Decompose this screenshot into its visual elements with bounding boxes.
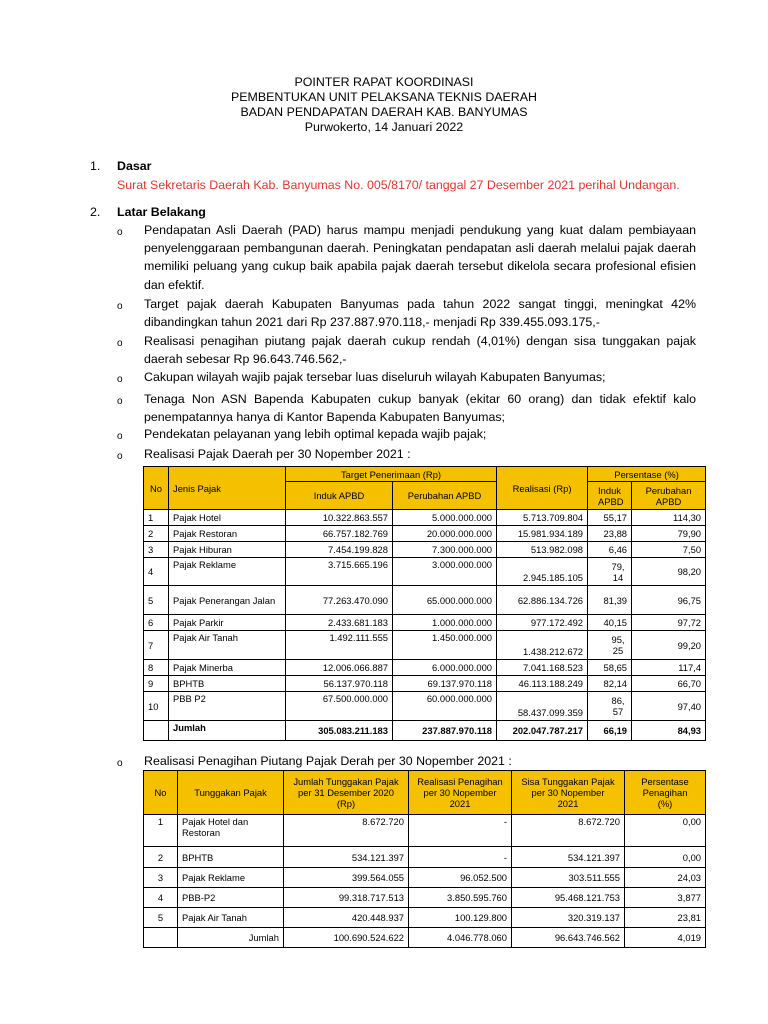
cell-no: 2 xyxy=(144,526,169,542)
cell-perubahan: 6.000.000.000 xyxy=(393,660,497,676)
cell-induk: 10.322.863.557 xyxy=(286,510,393,526)
table-row xyxy=(144,631,706,660)
cell-pct-perubahan: 96,75 xyxy=(632,586,706,615)
cell-pct-induk: 95,25 xyxy=(588,631,632,660)
cell-realisasi: 62.886.134.726 xyxy=(497,586,588,615)
cell-realisasi: 7.041.168.523 xyxy=(497,660,588,676)
header-tunggakan-pajak: Tunggakan Pajak xyxy=(178,771,284,815)
cell-induk: 3.715.665.196 xyxy=(286,558,393,586)
cell-persentase: 3,877 xyxy=(625,888,706,908)
bullet-table1-caption: Realisasi Pajak Daerah per 30 Nopember 2021 : xyxy=(144,447,411,461)
cell-jenis: Pajak Reklame xyxy=(169,558,286,586)
table-row xyxy=(144,615,706,631)
cell-induk: 56.137.970.118 xyxy=(286,676,393,692)
cell-jumlah: 399.564.055 xyxy=(284,868,409,888)
table-row xyxy=(144,888,706,908)
cell-pct-perubahan: 117,4 xyxy=(632,660,706,676)
cell-jumlah: 534.121.397 xyxy=(284,847,409,868)
total-label: Jumlah xyxy=(169,721,286,741)
cell-realisasi: - xyxy=(409,847,512,868)
cell-no: 10 xyxy=(144,692,169,721)
cell-induk: 67.500.000.000 xyxy=(286,692,393,721)
total-induk: 305.083.211.183 xyxy=(286,721,393,741)
cell-pct-perubahan: 99,20 xyxy=(632,631,706,660)
cell-pct-induk: 6,46 xyxy=(588,542,632,558)
cell-perubahan: 7.300.000.000 xyxy=(393,542,497,558)
cell-pct-perubahan: 66,70 xyxy=(632,676,706,692)
bullet-realisasi-penagihan: Realisasi penagihan piutang pajak daerah cukup rendah (4,01%) dengan sisa tunggakan pajak daerah sebesar Rp 96.643.746.562,- xyxy=(144,334,696,367)
cell-jenis: Pajak Parkir xyxy=(169,615,286,631)
cell-realisasi: 513.982.098 xyxy=(497,542,588,558)
bullet-icon: o xyxy=(117,227,123,238)
header-no: No xyxy=(144,467,169,510)
table-row xyxy=(144,558,706,586)
header-persentase-penagihan: Persentase Penagihan (%) xyxy=(625,771,706,815)
cell-realisasi: 46.113.188.249 xyxy=(497,676,588,692)
cell-pct-perubahan: 114,30 xyxy=(632,510,706,526)
cell-tunggakan: Pajak Reklame xyxy=(178,868,284,888)
cell-sisa: 8.672.720 xyxy=(512,815,625,847)
cell-realisasi: 1.438.212.672 xyxy=(497,631,588,660)
cell-perubahan: 60.000.000.000 xyxy=(393,692,497,721)
bullet-pad: Pendapatan Asli Daerah (PAD) harus mampu menjadi pendukung yang kuat dalam pembiayaan penyelenggaraan pembangunan daerah. Peningkatan pendapatan asli daerah melalui pajak daerah memiliki peluang yang cukup baik apabila pajak daerah tersebut dikelola secara profesional efisien dan efektif. xyxy=(144,223,696,292)
header-subtitle: PEMBENTUKAN UNIT PELAKSANA TEKNIS DAERAH xyxy=(231,90,537,104)
bullet-pendekatan: Pendekatan pelayanan yang lebih optimal kepada wajib pajak; xyxy=(144,427,487,441)
cell-persentase: 0,00 xyxy=(625,815,706,847)
cell-persentase: 23,81 xyxy=(625,908,706,928)
bullet-cakupan: Cakupan wilayah wajib pajak tersebar luas diseluruh wilayah Kabupaten Banyumas; xyxy=(144,370,606,384)
cell-induk: 7.454.199.828 xyxy=(286,542,393,558)
cell-pct-induk: 40,15 xyxy=(588,615,632,631)
cell-induk: 66.757.182.769 xyxy=(286,526,393,542)
cell-pct-induk: 79,14 xyxy=(588,558,632,586)
cell-tunggakan: Pajak Air Tanah xyxy=(178,908,284,928)
cell-sisa: 320.319.137 xyxy=(512,908,625,928)
cell-induk: 12.006.066.887 xyxy=(286,660,393,676)
cell-tunggakan: PBB-P2 xyxy=(178,888,284,908)
cell-persentase: 0,00 xyxy=(625,847,706,868)
cell-jenis: Pajak Restoran xyxy=(169,526,286,542)
cell-jumlah: 99.318.717.513 xyxy=(284,888,409,908)
bullet-icon: o xyxy=(117,301,123,312)
bullet-icon: o xyxy=(117,451,123,462)
header-perubahan-apbd: Perubahan APBD xyxy=(393,482,497,510)
cell-pct-perubahan: 97,72 xyxy=(632,615,706,631)
cell-jumlah: 8.672.720 xyxy=(284,815,409,847)
cell-tunggakan: BPHTB xyxy=(178,847,284,868)
cell-perubahan: 20.000.000.000 xyxy=(393,526,497,542)
table-row xyxy=(144,526,706,542)
cell-realisasi: 100.129.800 xyxy=(409,908,512,928)
total-perubahan: 237.887.970.118 xyxy=(393,721,497,741)
table-row xyxy=(144,586,706,615)
header-target-penerimaan: Target Penerimaan (Rp) xyxy=(286,467,497,482)
bullet-target: Target pajak daerah Kabupaten Banyumas pada tahun 2022 sangat tinggi, meningkat 42% dibandingkan tahun 2021 dari Rp 237.887.970.118,- menjadi Rp 339.455.093.175,- xyxy=(144,297,696,330)
header-date: Purwokerto, 14 Januari 2022 xyxy=(304,120,464,134)
cell-pct-induk: 55,17 xyxy=(588,510,632,526)
header-agency: BADAN PENDAPATAN DAERAH KAB. BANYUMAS xyxy=(240,105,528,119)
total-realisasi: 202.047.787.217 xyxy=(497,721,588,741)
cell-sisa: 534.121.397 xyxy=(512,847,625,868)
cell-persentase: 24,03 xyxy=(625,868,706,888)
bullet-icon: o xyxy=(117,758,123,769)
cell-no: 5 xyxy=(144,586,169,615)
header-pct-induk: Induk APBD xyxy=(588,482,632,510)
header-jumlah-tunggakan: Jumlah Tunggakan Pajak per 31 Desember 2020 (Rp) xyxy=(284,771,409,815)
cell-no: 9 xyxy=(144,676,169,692)
cell-jenis: Pajak Air Tanah xyxy=(169,631,286,660)
total-sisa: 96.643.746.562 xyxy=(512,928,625,948)
table-realisasi-pajak xyxy=(143,466,706,741)
table-row xyxy=(144,908,706,928)
cell-no: 3 xyxy=(144,868,178,888)
cell-perubahan: 3.000.000.000 xyxy=(393,558,497,586)
cell-no: 6 xyxy=(144,615,169,631)
cell-pct-perubahan: 97,40 xyxy=(632,692,706,721)
cell-pct-induk: 23,88 xyxy=(588,526,632,542)
table-row xyxy=(144,847,706,868)
cell-induk: 2.433.681.183 xyxy=(286,615,393,631)
cell-pct-perubahan: 7,50 xyxy=(632,542,706,558)
cell-no: 4 xyxy=(144,558,169,586)
header-realisasi-penagihan: Realisasi Penagihan per 30 Nopember 2021 xyxy=(409,771,512,815)
total-pct-perubahan: 84,93 xyxy=(632,721,706,741)
cell-realisasi: 2.945.185.105 xyxy=(497,558,588,586)
section-number-1: 1. xyxy=(90,159,101,173)
table-total-row xyxy=(144,928,706,948)
cell-sisa: 95.468.121.753 xyxy=(512,888,625,908)
header-sisa-tunggakan: Sisa Tunggakan Pajak per 30 Nopember 2021 xyxy=(512,771,625,815)
table-row xyxy=(144,660,706,676)
table-row xyxy=(144,542,706,558)
bullet-table2-caption: Realisasi Penagihan Piutang Pajak Derah per 30 Nopember 2021 : xyxy=(144,754,512,768)
cell-no: 7 xyxy=(144,631,169,660)
table-row xyxy=(144,510,706,526)
header-induk-apbd: Induk APBD xyxy=(286,482,393,510)
cell-no: 4 xyxy=(144,888,178,908)
header-no: No xyxy=(144,771,178,815)
cell-realisasi: 977.172.492 xyxy=(497,615,588,631)
table-row xyxy=(144,868,706,888)
cell-realisasi: 96.052.500 xyxy=(409,868,512,888)
cell-pct-induk: 81,39 xyxy=(588,586,632,615)
cell-jumlah: 420.448.937 xyxy=(284,908,409,928)
cell-empty xyxy=(144,721,169,741)
cell-induk: 1.492.111.555 xyxy=(286,631,393,660)
header-title: POINTER RAPAT KOORDINASI xyxy=(294,75,474,89)
header-realisasi: Realisasi (Rp) xyxy=(497,467,588,510)
cell-sisa: 303.511.555 xyxy=(512,868,625,888)
table-row xyxy=(144,815,706,847)
table-penagihan-piutang xyxy=(143,770,706,948)
bullet-icon: o xyxy=(117,431,123,442)
cell-realisasi: 58.437.099.359 xyxy=(497,692,588,721)
total-realisasi: 4.046.778.060 xyxy=(409,928,512,948)
cell-jenis: PBB P2 xyxy=(169,692,286,721)
cell-jenis: Pajak Penerangan Jalan xyxy=(169,586,286,615)
total-jumlah: 100.690.524.622 xyxy=(284,928,409,948)
cell-no: 8 xyxy=(144,660,169,676)
table-row xyxy=(144,692,706,721)
cell-empty xyxy=(144,928,178,948)
cell-pct-induk: 86,57 xyxy=(588,692,632,721)
cell-pct-induk: 82,14 xyxy=(588,676,632,692)
section-title-latar-belakang: Latar Belakang xyxy=(117,205,206,219)
cell-no: 3 xyxy=(144,542,169,558)
cell-pct-induk: 58,65 xyxy=(588,660,632,676)
bullet-icon: o xyxy=(117,338,123,349)
cell-no: 1 xyxy=(144,815,178,847)
section-dasar-text: Surat Sekretaris Daerah Kab. Banyumas No. 005/8170/ tanggal 27 Desember 2021 perihal Undangan. xyxy=(117,178,680,192)
total-label: Jumlah xyxy=(178,928,284,948)
cell-jenis: Pajak Hotel xyxy=(169,510,286,526)
table-total-row xyxy=(144,721,706,741)
cell-pct-perubahan: 79,90 xyxy=(632,526,706,542)
cell-perubahan: 1.450.000.000 xyxy=(393,631,497,660)
cell-jenis: BPHTB xyxy=(169,676,286,692)
cell-tunggakan: Pajak Hotel dan Restoran xyxy=(178,815,284,847)
table-row xyxy=(144,676,706,692)
cell-pct-perubahan: 98,20 xyxy=(632,558,706,586)
bullet-icon: o xyxy=(117,396,123,407)
total-pct-induk: 66,19 xyxy=(588,721,632,741)
cell-realisasi: 5.713.709.804 xyxy=(497,510,588,526)
bullet-icon: o xyxy=(117,374,123,385)
section-number-2: 2. xyxy=(90,205,101,219)
cell-realisasi: - xyxy=(409,815,512,847)
cell-realisasi: 15.981.934.189 xyxy=(497,526,588,542)
cell-no: 1 xyxy=(144,510,169,526)
cell-no: 5 xyxy=(144,908,178,928)
cell-perubahan: 5.000.000.000 xyxy=(393,510,497,526)
cell-no: 2 xyxy=(144,847,178,868)
cell-jenis: Pajak Minerba xyxy=(169,660,286,676)
cell-perubahan: 69.137.970.118 xyxy=(393,676,497,692)
cell-perubahan: 1.000.000.000 xyxy=(393,615,497,631)
section-title-dasar: Dasar xyxy=(117,159,152,173)
cell-induk: 77.263.470.090 xyxy=(286,586,393,615)
cell-perubahan: 65.000.000.000 xyxy=(393,586,497,615)
total-persentase: 4,019 xyxy=(625,928,706,948)
document-header xyxy=(0,75,768,135)
header-jenis-pajak: Jenis Pajak xyxy=(169,467,286,510)
cell-jenis: Pajak Hiburan xyxy=(169,542,286,558)
cell-realisasi: 3.850.595.760 xyxy=(409,888,512,908)
bullet-tenaga: Tenaga Non ASN Bapenda Kabupaten cukup banyak (ekitar 60 orang) dan tidak efektif kalo penempatannya hanya di Kantor Bapenda Kabupaten Banyumas; xyxy=(144,392,696,425)
header-persentase: Persentase (%) xyxy=(588,467,706,482)
header-pct-perubahan: Perubahan APBD xyxy=(632,482,706,510)
